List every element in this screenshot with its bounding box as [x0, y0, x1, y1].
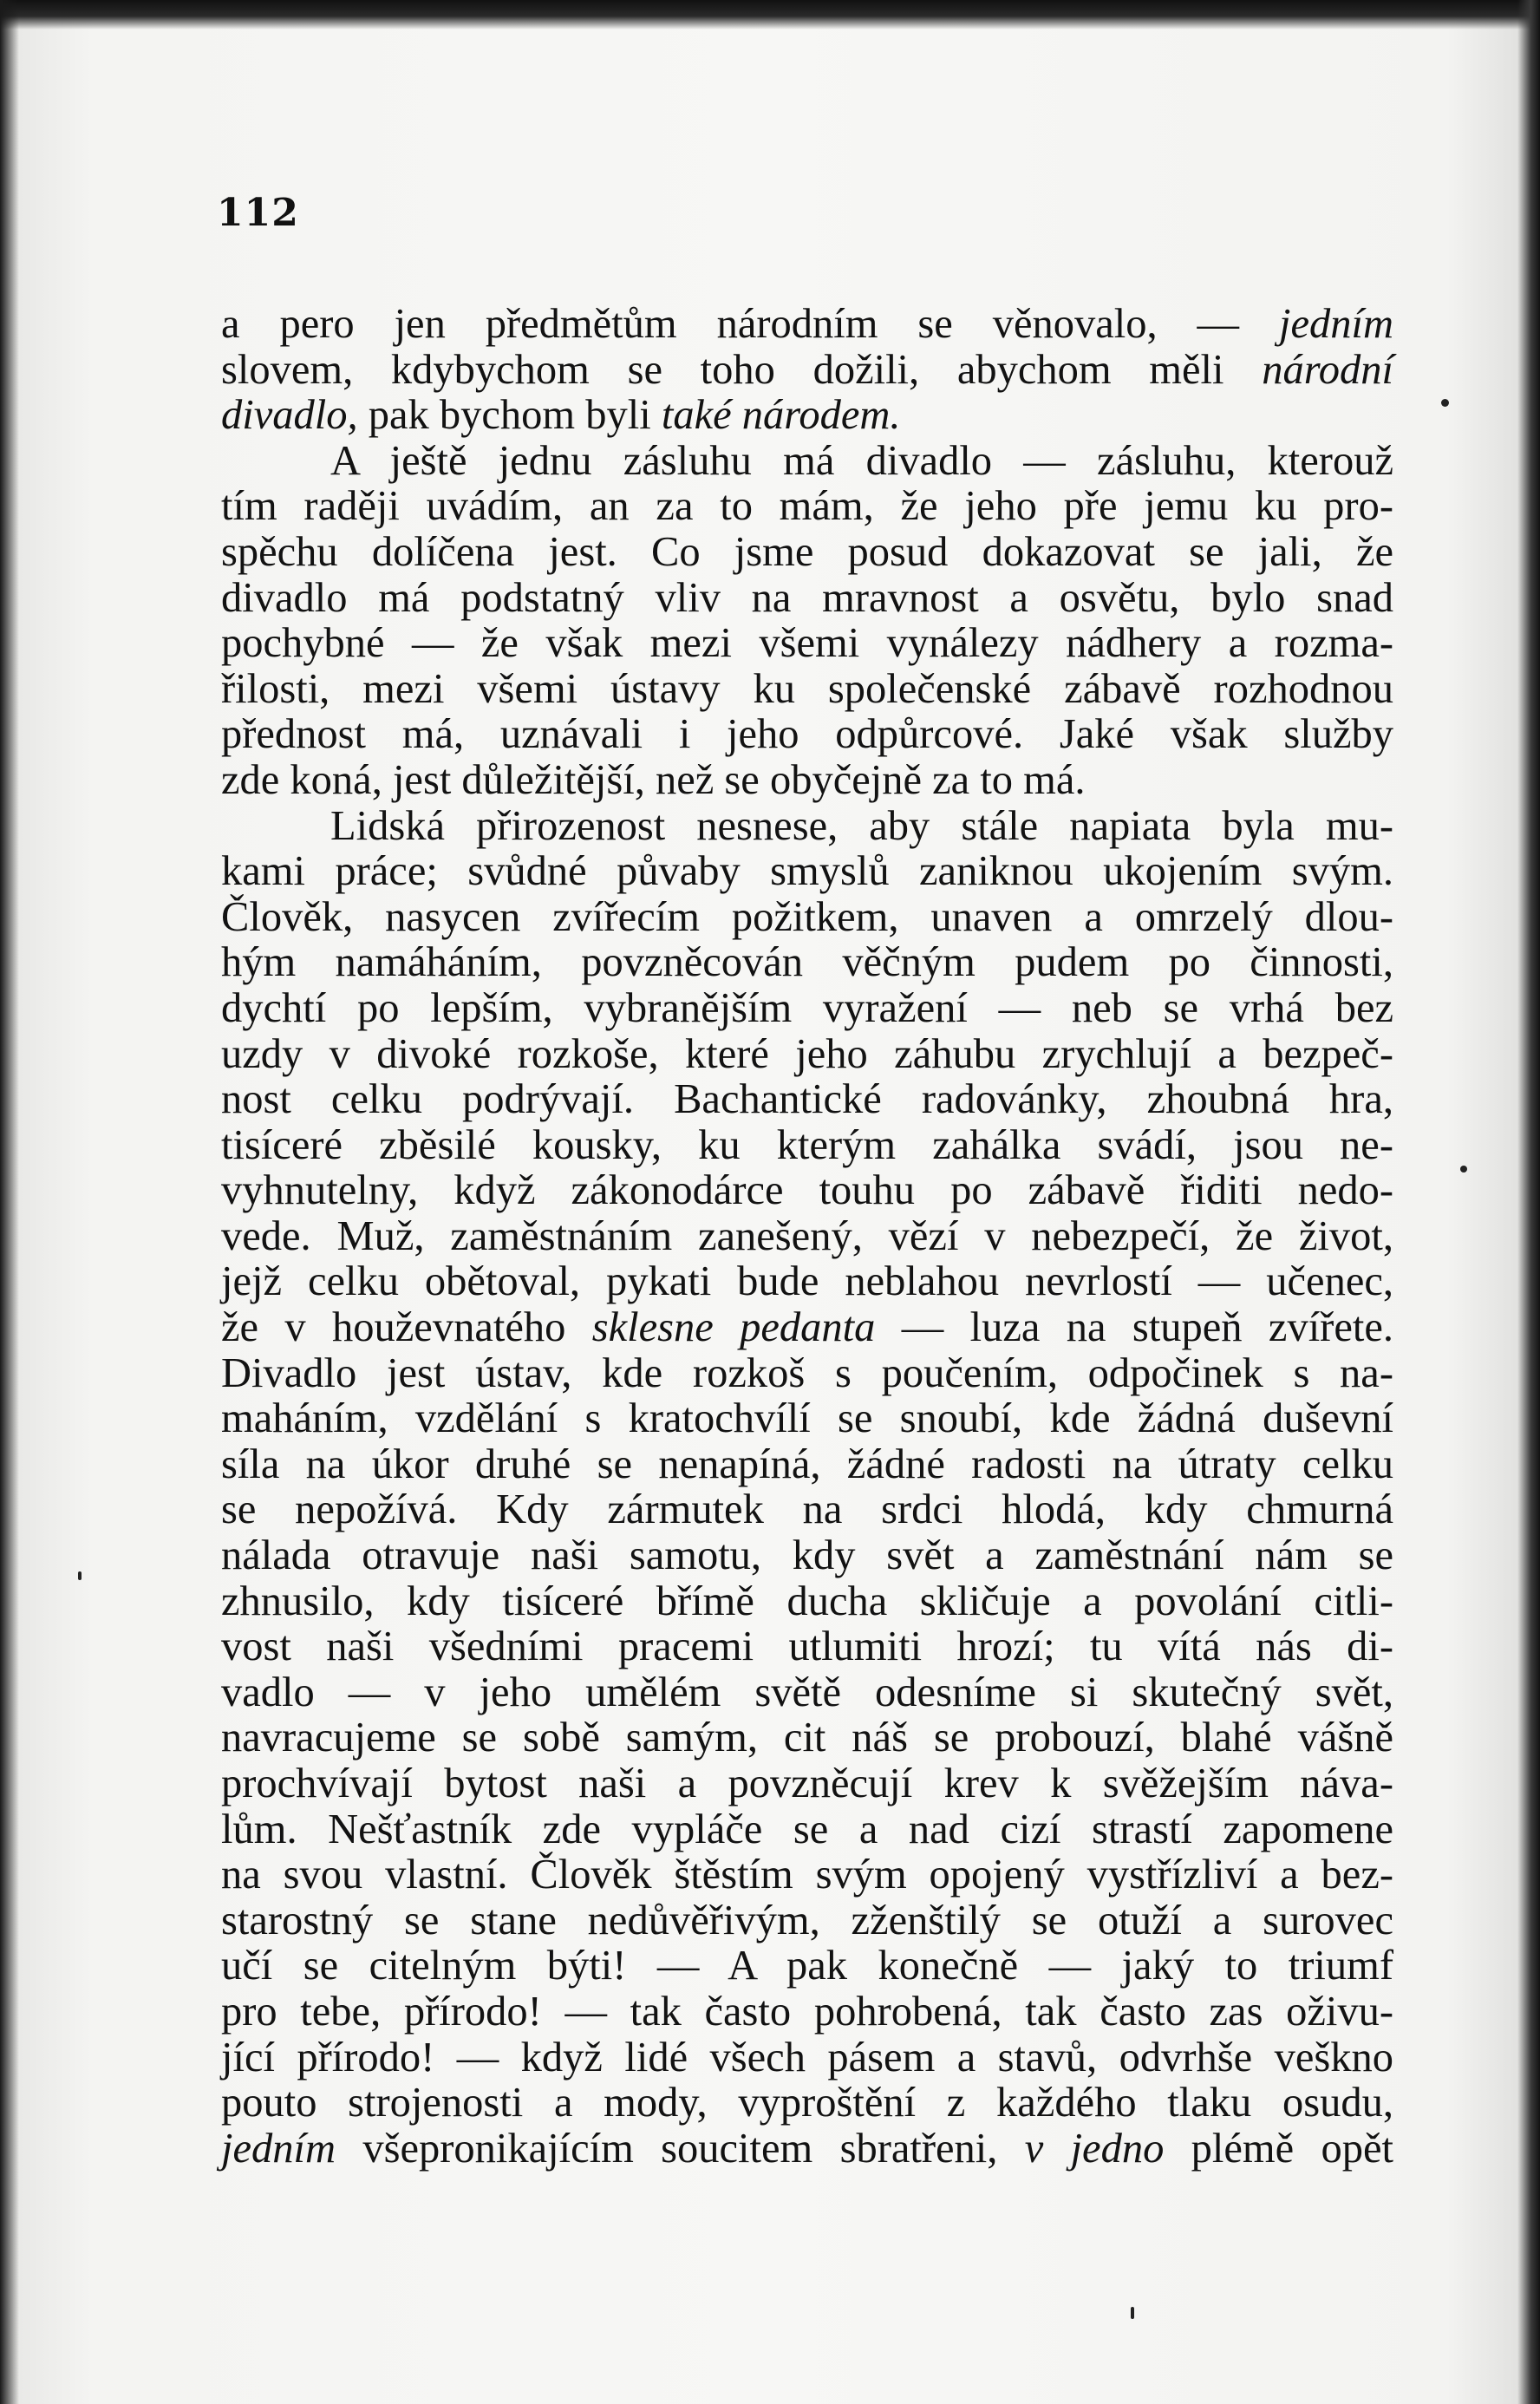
text-line-41: jedním všepronikajícím soucitem sbratřeni, v jedno plémě opět — [221, 2125, 1393, 2172]
scan-top-edge — [0, 0, 1540, 29]
text-line-12: Lidská přirozenost nesnese, aby stále napiata byla mu- — [330, 802, 1393, 849]
text-line-34: lům. Nešťastník zde vypláče se a nad cizí strastí zapomene — [221, 1806, 1393, 1852]
text-line-24: Divadlo jest ústav, kde rozkoš s poučením, odpočinek s na- — [221, 1349, 1393, 1396]
text-line-25: maháním, vzdělání s kratochvílí se snoubí, kde žádná duševní — [221, 1395, 1393, 1442]
text-line-27: se nepožívá. Kdy zármutek na srdci hlodá, kdy chmurná — [221, 1486, 1393, 1533]
page-number: 112 — [217, 191, 299, 235]
text-line-18: nost celku podrývají. Bachantické radovánky, zhoubná hra, — [221, 1076, 1393, 1123]
text-line-20: vyhnutelny, když zákonodárce touhu po zábavě řiditi nedo- — [221, 1167, 1393, 1214]
text-line-22: jejž celku obětoval, pykati bude neblahou nevrlostí — učenec, — [221, 1258, 1393, 1305]
text-line-4: A ještě jednu zásluhu má divadlo — zásluhu, kterouž — [330, 437, 1393, 484]
text-line-31: vadlo — v jeho umělém světě odesníme si skutečný svět, — [221, 1669, 1393, 1715]
text-line-38: pro tebe, přírodo! — tak často pohrobená, tak často zas oživu- — [221, 1988, 1393, 2035]
text-line-11: zde koná, jest důležitější, než se obyčejně za to má. — [221, 756, 1086, 803]
text-line-21: vede. Muž, zaměstnáním zanešený, vězí v nebezpečí, že život, — [221, 1212, 1393, 1259]
text-line-7: divadlo má podstatný vliv na mravnost a osvětu, bylo snad — [221, 574, 1393, 621]
text-line-28: nálada otravuje naši samotu, kdy svět a zaměstnání nám se — [221, 1532, 1393, 1579]
text-line-40: pouto strojenosti a mody, vyproštění z každého tlaku osudu, — [221, 2080, 1393, 2126]
text-line-19: tisíceré zběsilé kousky, ku kterým zahálka svádí, jsou ne- — [221, 1121, 1393, 1168]
text-line-33: prochvívají bytost naši a povzněcují krev k svěžejším náva- — [221, 1761, 1393, 1806]
text-line-23: že v houževnatého sklesne pedanta — luza na stupeň zvířete. — [221, 1304, 1393, 1351]
text-line-1: a pero jen předmětům národním se věnovalo, — jedním — [221, 301, 1393, 347]
text-line-37: učí se citelným býti! — A pak konečně — jaký to triumf — [221, 1943, 1393, 1989]
text-line-17: uzdy v divoké rozkoše, které jeho záhubu zrychlují a bezpeč- — [221, 1030, 1393, 1077]
scan-right-edge — [1517, 0, 1540, 2404]
body-text — [221, 302, 1393, 2172]
text-line-36: starostný se stane nedůvěřivým, zženštilý se otuží a surovec — [221, 1897, 1393, 1943]
scan-left-edge — [0, 0, 19, 2404]
text-line-6: spěchu dolíčena jest. Co jsme posud dokazovat se jali, že — [221, 528, 1393, 575]
text-line-8: pochybné — že však mezi všemi vynálezy nádhery a rozma- — [221, 620, 1393, 667]
text-line-32: navracujeme se sobě samým, cit náš se probouzí, blahé vášně — [221, 1715, 1393, 1761]
text-line-29: zhnusilo, kdy tisíceré břímě ducha skličuje a povolání citli- — [221, 1578, 1393, 1624]
text-line-26: síla na úkor druhé se nenapíná, žádné radosti na útraty celku — [221, 1440, 1393, 1487]
text-line-3: divadlo, pak bychom byli také národem. — [221, 392, 901, 439]
ink-speck — [78, 1571, 82, 1580]
text-line-35: na svou vlastní. Člověk štěstím svým opojený vystřízliví a bez- — [221, 1852, 1393, 1898]
text-line-2: slovem, kdybychom se toho dožili, abychom měli národní — [221, 346, 1393, 393]
text-line-15: hým namáháním, povzněcován věčným pudem po činnosti, — [221, 939, 1393, 986]
text-line-16: dychtí po lepším, vybranějším vyražení — neb se vrhá bez — [221, 984, 1393, 1031]
ink-speck — [1131, 2307, 1134, 2319]
ink-speck — [1460, 1166, 1467, 1173]
text-line-5: tím raději uvádím, an za to mám, že jeho pře jemu ku pro- — [221, 483, 1393, 530]
ink-speck — [1441, 399, 1449, 407]
text-line-9: řilosti, mezi všemi ústavy ku společenské zábavě rozhodnou — [221, 665, 1393, 712]
text-line-13: kami práce; svůdné půvaby smyslů zaniknou ukojením svým. — [221, 848, 1393, 895]
text-line-39: jící přírodo! — když lidé všech pásem a stavů, odvrhše veškno — [221, 2034, 1393, 2081]
text-line-10: přednost má, uznávali i jeho odpůrcové. Jaké však služby — [221, 711, 1393, 758]
text-line-30: vost naši všedními pracemi utlumiti hrozí; tu vítá nás di- — [221, 1623, 1393, 1670]
text-line-14: Člověk, nasycen zvířecím požitkem, unaven a omrzelý dlou- — [221, 893, 1393, 940]
